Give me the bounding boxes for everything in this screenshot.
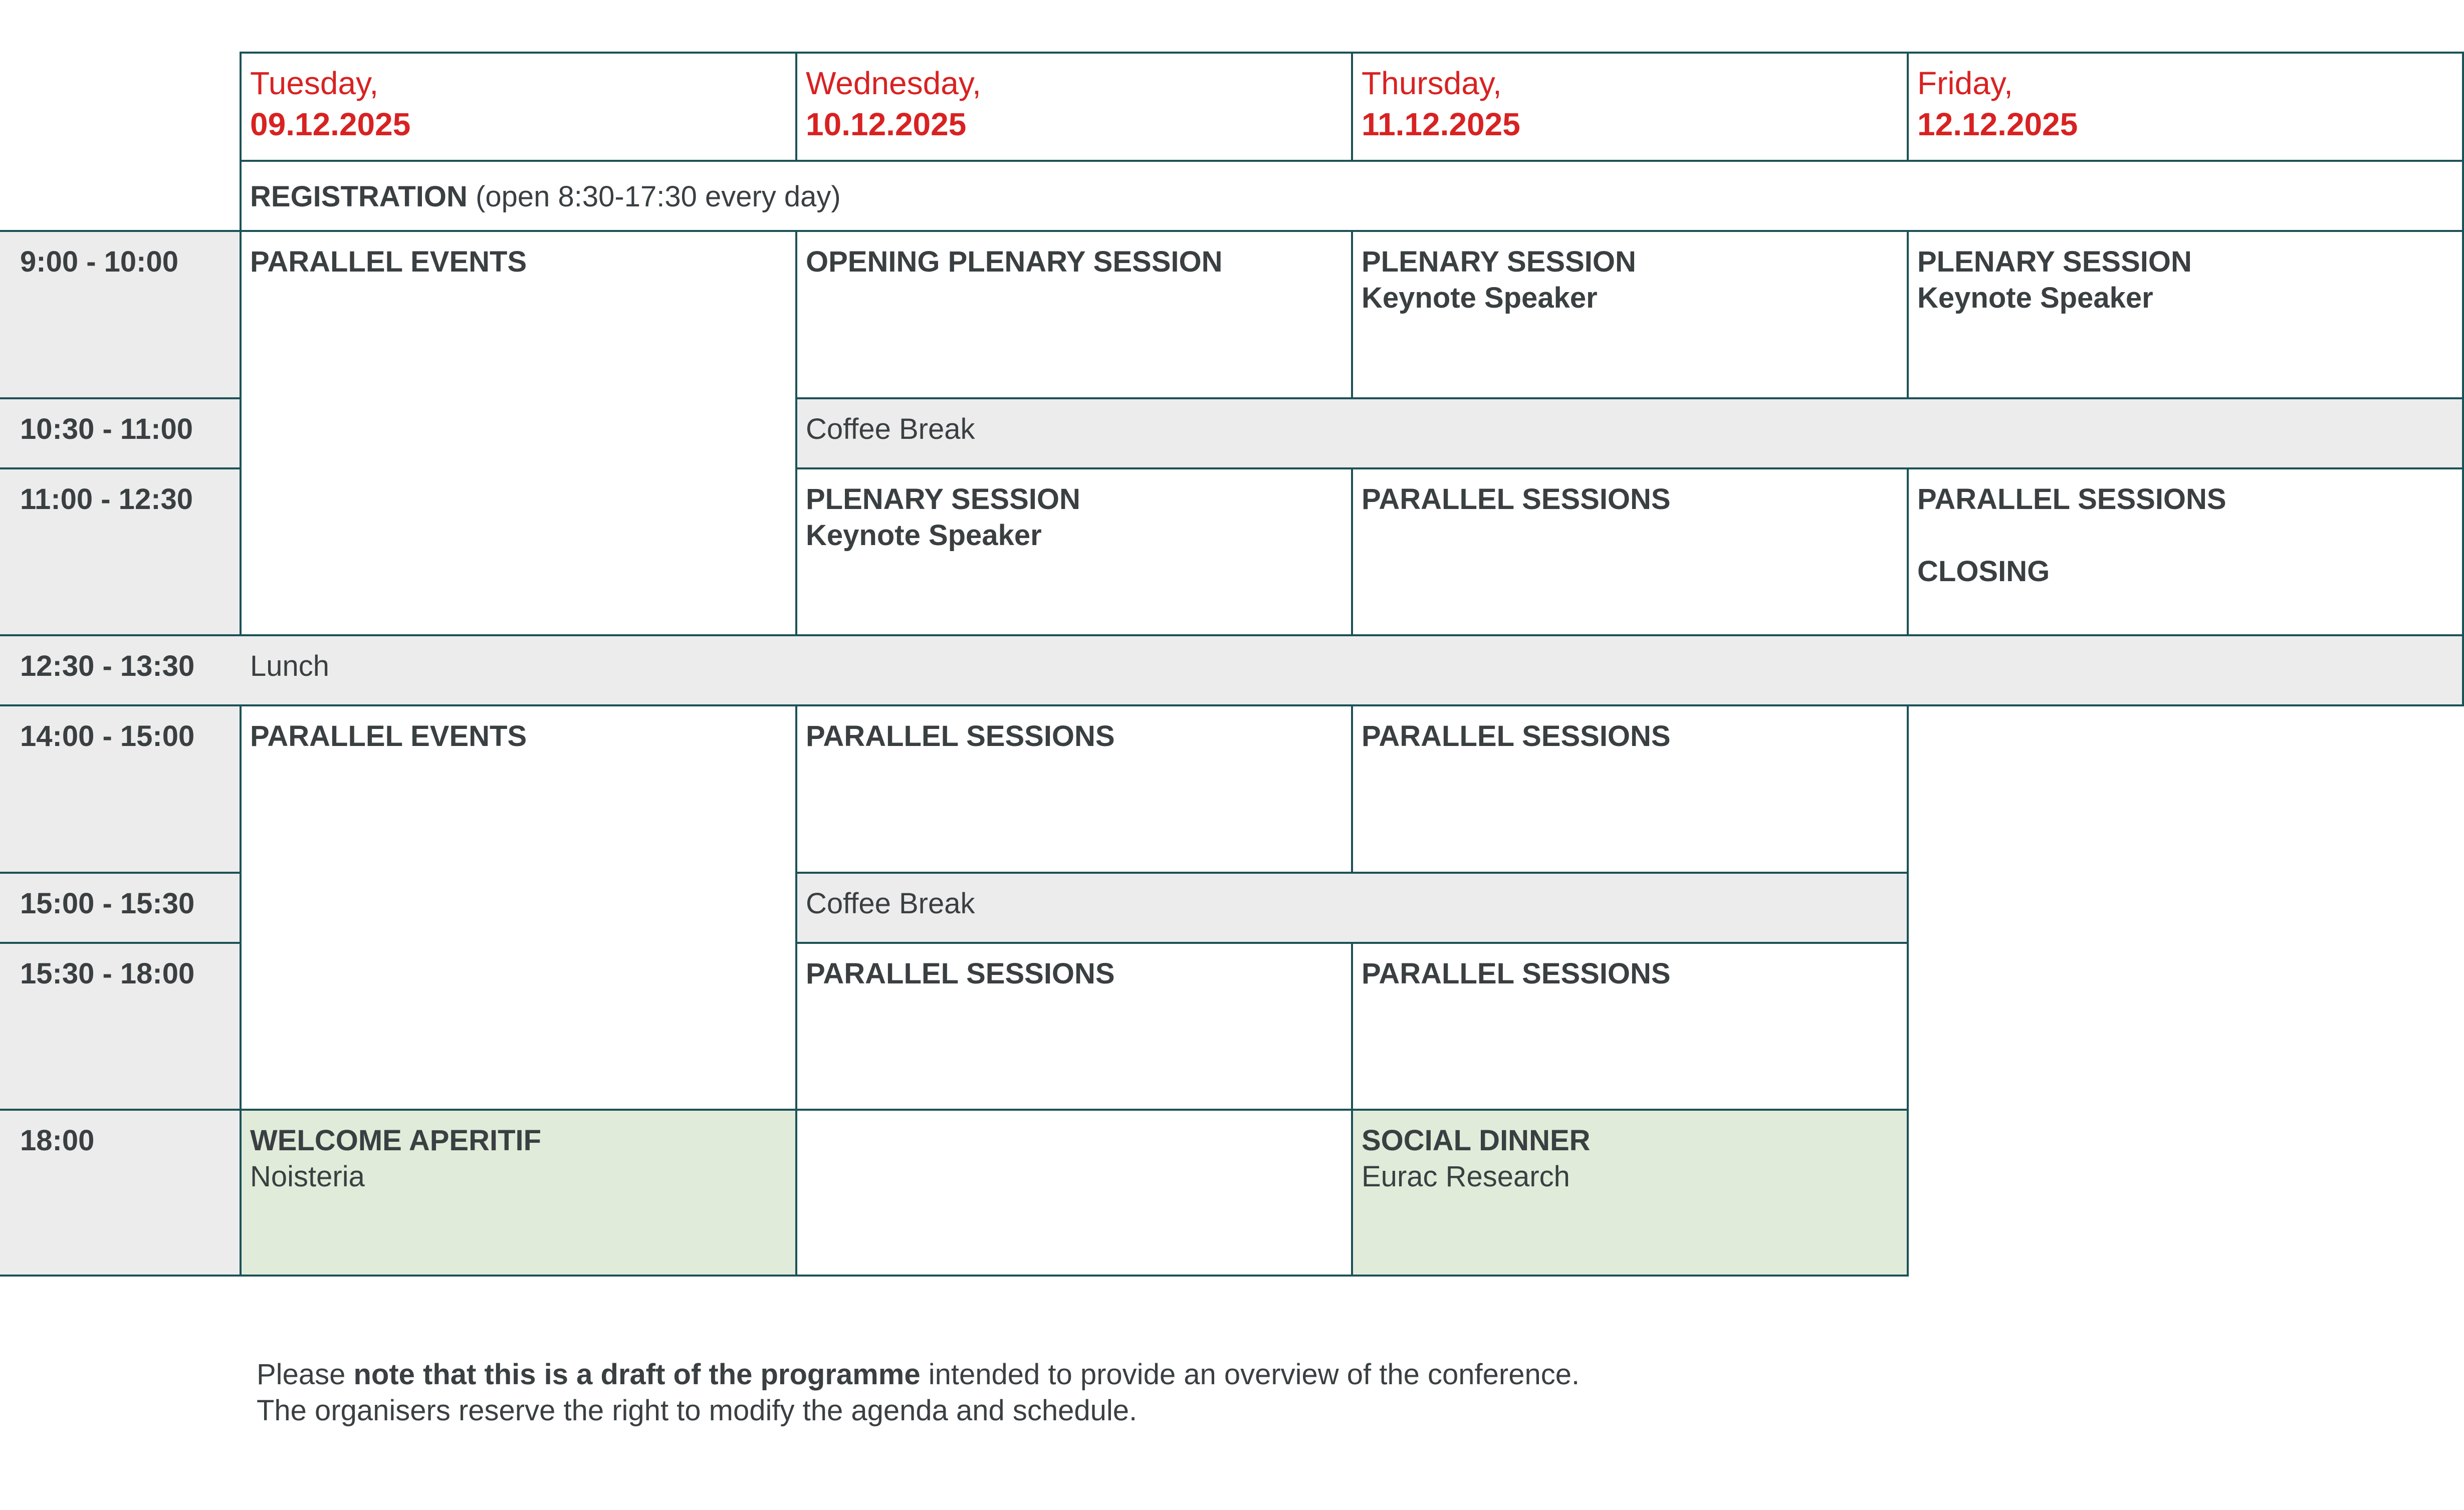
- time-slot: 15:30 - 18:00: [0, 942, 242, 1111]
- time-slot: 10:30 - 11:00: [0, 397, 242, 469]
- fri-parallel-and-closing: [1907, 467, 2464, 636]
- draft-disclaimer: [257, 1357, 1580, 1429]
- day-date: 10.12.2025: [806, 106, 967, 142]
- time-slot: 14:00 - 15:00: [0, 704, 242, 874]
- time-slot: 18:00: [0, 1109, 242, 1277]
- disclaimer-text: Please: [257, 1358, 354, 1391]
- day-name: Tuesday,: [250, 65, 379, 101]
- day-header-tuesday: [240, 52, 797, 162]
- day-name: Friday,: [1917, 65, 2013, 101]
- welcome-aperitif: [240, 1109, 797, 1277]
- day-name: Wednesday,: [806, 65, 981, 101]
- day-header-friday: [1907, 52, 2464, 162]
- fri-plenary-session: [1907, 230, 2464, 399]
- lunch-row: Lunch: [240, 634, 2464, 706]
- wed-parallel-sessions-late: PARALLEL SESSIONS: [795, 942, 1353, 1111]
- closing-label: CLOSING: [1917, 555, 2050, 588]
- session-title: PLENARY SESSION: [806, 483, 1080, 516]
- thu-parallel-sessions-late: PARALLEL SESSIONS: [1351, 942, 1909, 1111]
- session-title: PLENARY SESSION: [1362, 245, 1636, 278]
- day-header-wednesday: [795, 52, 1353, 162]
- session-subtitle: Keynote Speaker: [1362, 282, 1598, 314]
- registration-title: REGISTRATION: [250, 180, 468, 213]
- wed-parallel-sessions-afternoon: PARALLEL SESSIONS: [795, 704, 1353, 874]
- coffee-break-morning: Coffee Break: [795, 397, 2464, 469]
- event-location: Noisteria: [250, 1160, 365, 1193]
- session-title: PLENARY SESSION: [1917, 245, 2192, 278]
- social-dinner: [1351, 1109, 1909, 1277]
- time-slot: 15:00 - 15:30: [0, 872, 242, 944]
- day-date: 09.12.2025: [250, 106, 411, 142]
- day-date: 11.12.2025: [1362, 106, 1520, 142]
- thu-parallel-sessions-afternoon: PARALLEL SESSIONS: [1351, 704, 1909, 874]
- event-location: Eurac Research: [1362, 1160, 1570, 1193]
- disclaimer-line-2: The organisers reserve the right to modify the agenda and schedule.: [257, 1394, 1138, 1427]
- session-subtitle: Keynote Speaker: [1917, 282, 2153, 314]
- coffee-break-afternoon: Coffee Break: [795, 872, 1909, 944]
- registration-row: [240, 160, 2464, 232]
- session-title: PARALLEL SESSIONS: [1917, 483, 2226, 516]
- time-slot: 9:00 - 10:00: [0, 230, 242, 399]
- wed-plenary-session: [795, 467, 1353, 636]
- tue-parallel-events-afternoon: PARALLEL EVENTS: [240, 704, 797, 1111]
- disclaimer-text: intended to provide an overview of the conference.: [920, 1358, 1580, 1391]
- thu-parallel-sessions-morning: PARALLEL SESSIONS: [1351, 467, 1909, 636]
- disclaimer-emphasis: note that this is a draft of the programme: [353, 1358, 921, 1391]
- tue-parallel-events-morning: PARALLEL EVENTS: [240, 230, 797, 636]
- thu-plenary-session: [1351, 230, 1909, 399]
- day-date: 12.12.2025: [1917, 106, 2078, 142]
- event-title: SOCIAL DINNER: [1362, 1124, 1591, 1157]
- time-slot: 12:30 - 13:30: [0, 634, 242, 706]
- time-slot: 11:00 - 12:30: [0, 467, 242, 636]
- disclaimer-line-1: [257, 1357, 1580, 1393]
- day-header-thursday: [1351, 52, 1909, 162]
- wed-opening-plenary: OPENING PLENARY SESSION: [795, 230, 1353, 399]
- wed-evening-empty: [795, 1109, 1353, 1277]
- day-name: Thursday,: [1362, 65, 1502, 101]
- registration-note: (open 8:30-17:30 every day): [476, 180, 841, 213]
- session-subtitle: Keynote Speaker: [806, 519, 1042, 552]
- event-title: WELCOME APERITIF: [250, 1124, 542, 1157]
